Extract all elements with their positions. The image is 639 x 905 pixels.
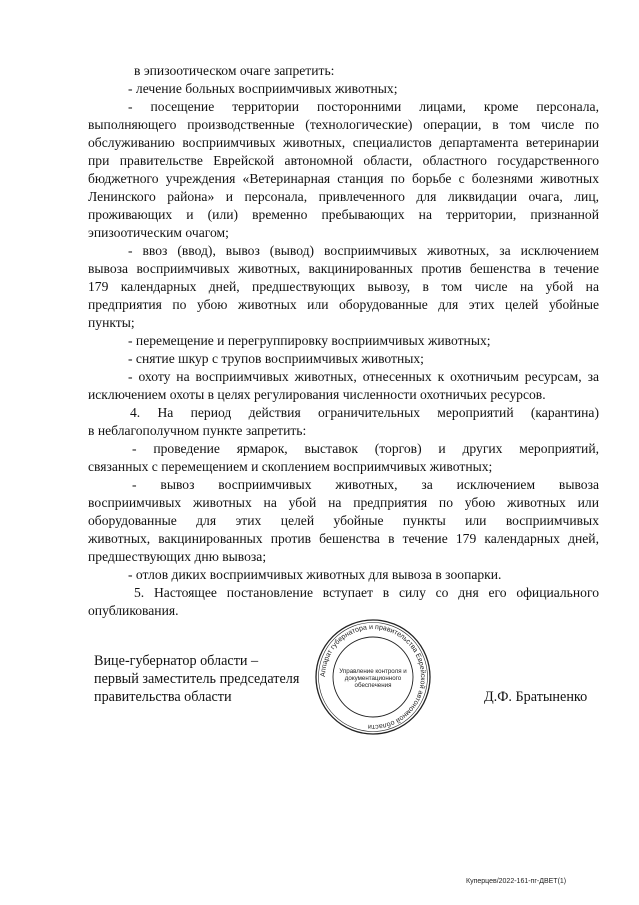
- body-text-line: - лечение больных восприимчивых животных;: [128, 81, 398, 96]
- body-text-line: опубликования.: [88, 603, 179, 618]
- body-text-line: - проведение ярмарок, выставок (торгов) и других мероприятий,: [132, 441, 599, 456]
- body-text-line: - вывоз восприимчивых животных, за исключением вывоза: [132, 477, 599, 492]
- body-text-line: проживающих и (или) временно пребывающих на территории, признанной: [88, 207, 599, 222]
- body-text-line: 4. На период действия ограничительных мероприятий (карантина): [130, 405, 599, 420]
- body-text-line: связанных с перемещением и скоплением восприимчивых животных;: [88, 459, 493, 474]
- stamp-ring-textpath: Аппарат губернатора и правительства Еврейской автономной области: [319, 623, 427, 731]
- body-text-line: - охоту на восприимчивых животных, отнесенных к охотничьим ресурсам, за: [128, 369, 599, 384]
- signatory-position-line-3: правительства области: [94, 689, 232, 705]
- signatory-position-line-2: первый заместитель председателя: [94, 671, 300, 687]
- stamp-center-line-3: обеспечения: [354, 682, 392, 689]
- body-text-line: выполняющего производственные (технологические) операции, в том числе по: [88, 117, 599, 132]
- body-text-line: предшествующих дню вывоза;: [88, 549, 267, 564]
- body-text-line: в неблагополучном пункте запретить:: [88, 423, 307, 438]
- body-text-line: - ввоз (ввод), вывоз (вывод) восприимчивых животных, за исключением: [128, 243, 599, 258]
- body-text-line: 179 календарных дней, предшествующих вывозу, в том числе на убой на: [88, 279, 599, 294]
- body-text-line: бюджетного учреждения «Ветеринарная станция по борьбе с болезнями животных: [88, 171, 599, 186]
- body-text-line: - снятие шкур с трупов восприимчивых животных;: [128, 351, 424, 366]
- body-text-line: исключением охоты в целях регулирования численности охотничьих ресурсов.: [88, 387, 546, 402]
- body-text-line: предприятия по убою животных или оборудованные для этих целей убойные: [88, 297, 599, 312]
- stamp-center-line-1: Управление контроля и: [339, 668, 407, 675]
- body-text-line: оборудованные для этих целей убойные пункты или восприимчивых: [88, 513, 599, 528]
- body-text-line: вывоза восприимчивых животных, вакцинированных против бешенства в течение: [88, 261, 599, 276]
- signatory-name: Д.Ф. Братыненко: [484, 689, 588, 705]
- body-text-line: - перемещение и перегруппировку восприимчивых животных;: [128, 333, 491, 348]
- body-text-line: в эпизоотическом очаге запретить:: [134, 63, 335, 78]
- stamp-center-line-2: документационного: [344, 675, 402, 682]
- official-stamp: [314, 618, 432, 736]
- body-text-line: Ленинского района» и персонала, привлеченного для ликвидации очага, лиц,: [88, 189, 599, 204]
- body-text-line: - посещение территории посторонними лицами, кроме персонала,: [128, 99, 599, 114]
- body-text-line: пункты;: [88, 315, 135, 330]
- body-text-line: эпизоотическим очагом;: [88, 225, 229, 240]
- body-text-line: обслуживанию восприимчивых животных, специалистов департамента ветеринарии: [88, 135, 599, 150]
- body-text-line: 5. Настоящее постановление вступает в силу со дня его официального: [134, 585, 599, 600]
- document-footer-code: Куперцев/2022-161-пг-ДВЕТ(1): [466, 878, 567, 885]
- body-text-line: животных, вакцинированных против бешенства в течение 179 календарных дней,: [88, 531, 599, 546]
- body-text-line: при правительстве Еврейской автономной области, областного государственного: [88, 153, 599, 168]
- signatory-position-line-1: Вице-губернатор области –: [94, 653, 259, 669]
- body-text-line: - отлов диких восприимчивых животных для вывоза в зоопарки.: [128, 567, 502, 582]
- body-text-line: восприимчивых животных на убой на предприятия по убою животных или: [88, 495, 599, 510]
